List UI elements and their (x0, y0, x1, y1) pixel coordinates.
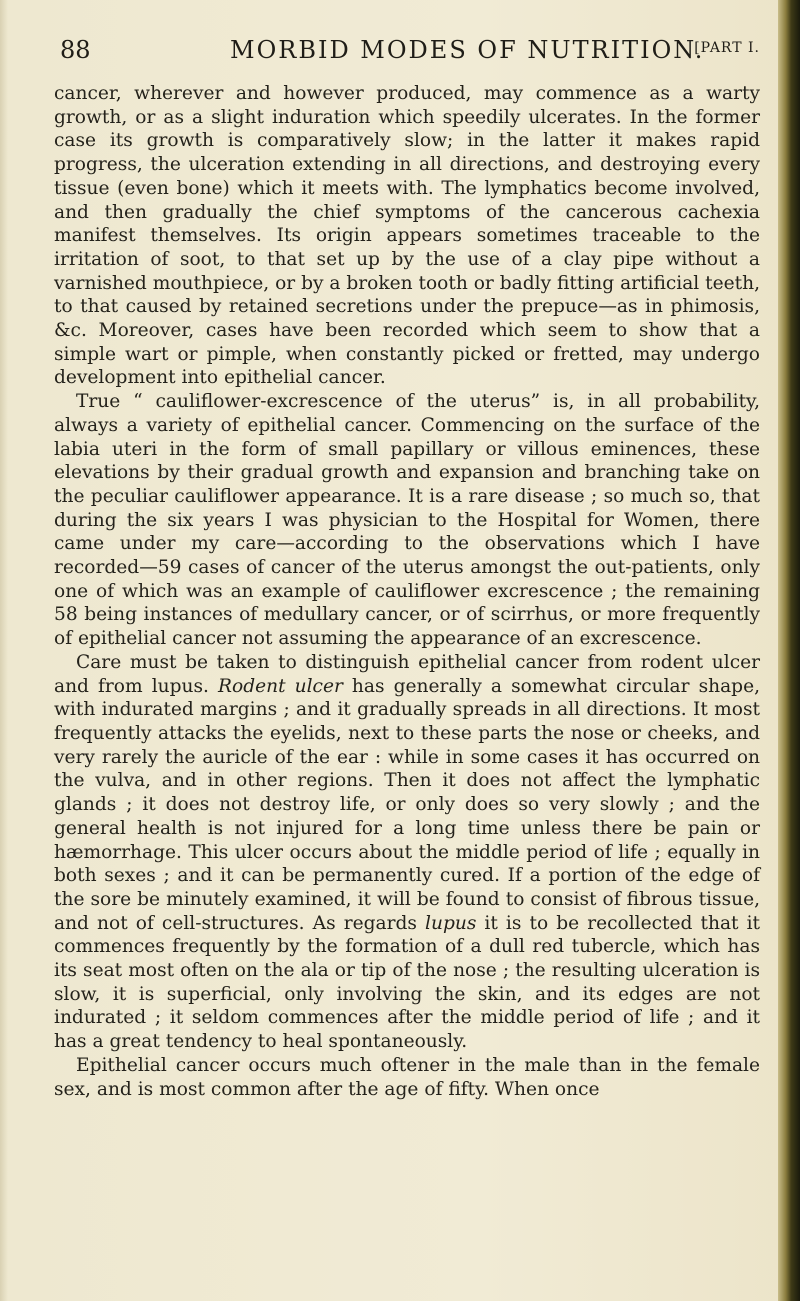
book-gutter-edge (778, 0, 800, 1301)
paragraph-3-part-2: has generally a somewhat circular shape, with indurated margins ; and it gradually spreads in all directions. It most frequently attacks the eyelids, next to these parts the nose or cheeks, and very rarely the auricle of the ear : while in some cases it has occurred on the vulva, and in other regions. Then it does not affect the lymphatic glands ; it does not destroy life, or only does so very slowly ; and the general health is not injured for a long time unless there be pain or hæmorrhage. This ulcer occurs about the middle period of life ; equally in both sexes ; and it can be permanently cured. If a portion of the edge of the sore be minutely examined, it will be found to consist of fibrous tissue, and not of cell-structures. As regards (54, 675, 760, 934)
running-title: MORBID MODES OF NUTRITION. (230, 36, 705, 64)
paragraph-2: True “ cauliflower-excrescence of the uterus” is, in all probability, always a variety of epithelial cancer. Commencing on the surface of the labia uteri in the form of small papillary or villous eminences, these elevations by their gradual growth and expansion and branching take on the peculiar cauliflower appearance. It is a rare disease ; so much so, that during the six years I was physician to the Hospital for Women, there came under my care—according to the observations which I have recorded—59 cases of cancer of the uterus amongst the out-patients, only one of which was an example of cauliflower excrescence ; the remaining 58 being instances of medullary cancer, or of scirrhus, or more frequently of epithelial cancer not assuming the appearance of an excrescence. (54, 391, 760, 650)
paragraph-3-part-1: Care must be taken to distinguish epithelial cancer from rodent ulcer and from lupus. (54, 651, 760, 697)
rodent-ulcer-term: Rodent ulcer (218, 675, 343, 697)
paragraph-3 (54, 651, 760, 1054)
page-left-shadow (0, 0, 8, 1301)
paragraph-3-part-3: it is to be recollected that it commences frequently by the formation of a dull red tubercle, which has its seat most often on the ala or tip of the nose ; the resulting ulceration is slow, it is superficial, only involving the skin, and its edges are not indurated ; it seldom commences after the middle period of life ; and it has a great tendency to heal spontaneously. (54, 912, 760, 1053)
page-header (60, 36, 760, 70)
page-number: 88 (60, 36, 91, 64)
lupus-term: lupus (425, 912, 477, 934)
paragraph-1: cancer, wherever and however produced, may commence as a warty growth, or as a slight induration which speedily ulcerates. In the former case its growth is comparatively slow; in the latter it makes rapid progress, the ulceration extending in all directions, and destroying every tissue (even bone) which it meets with. The lymphatics become involved, and then gradually the chief symptoms of the cancerous cachexia manifest themselves. Its origin appears sometimes traceable to the irritation of soot, to that set up by the use of a clay pipe without a varnished mouthpiece, or by a broken tooth or badly fitting artificial teeth, to that caused by retained secretions under the prepuce—as in phimosis, &c. Moreover, cases have been recorded which seem to show that a simple wart or pimple, when constantly picked or fretted, may undergo development into epithelial cancer. (54, 83, 760, 389)
part-label: [PART I. (694, 40, 760, 56)
paragraph-4: Epithelial cancer occurs much oftener in the male than in the female sex, and is most common after the age of fifty. When once (54, 1054, 760, 1100)
body-text (54, 82, 760, 1101)
